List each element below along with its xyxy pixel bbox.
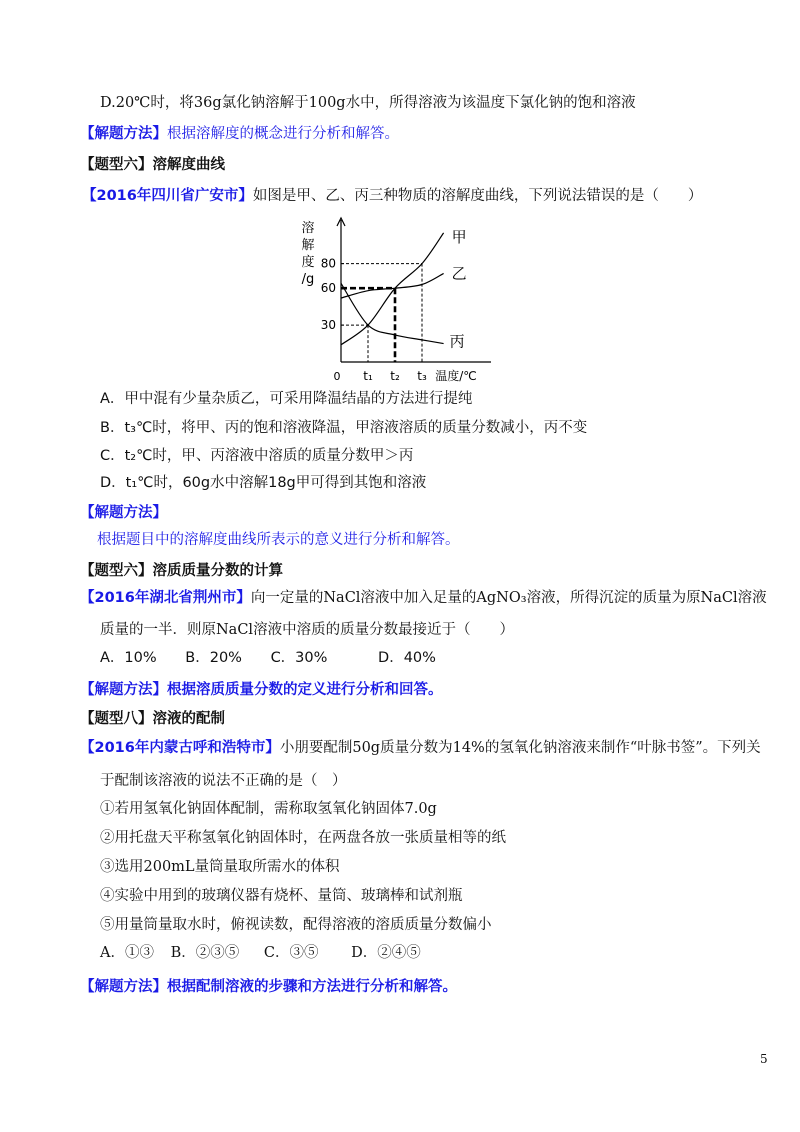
q3-option-c: C．③⑤ xyxy=(263,945,319,961)
q3-source: 【2016年内蒙古呼和浩特市】 xyxy=(80,740,280,756)
x-axis-label: 温度/℃ xyxy=(435,369,477,382)
q3-option-a: A．①③ xyxy=(100,945,154,961)
q3-item-1: ①若用氢氧化钠固体配制，需称取氢氧化钠固体7.0g xyxy=(100,801,437,817)
y-tick-label: 30 xyxy=(320,318,336,333)
q1-option-d: D．t₁℃时，60g水中溶解18g甲可得到其饱和溶液 xyxy=(100,475,427,491)
q1-option-c: C．t₂℃时，甲、丙溶液中溶质的质量分数甲＞丙 xyxy=(100,448,414,464)
x-tick-label: t₁ xyxy=(363,369,373,382)
section-type6a: 【题型六】溶解度曲线 xyxy=(80,156,225,173)
method-2-tag: 【解题方法】 xyxy=(80,504,167,521)
page-number: 5 xyxy=(760,1052,768,1066)
method-3: 【解题方法】根据溶质质量分数的定义进行分析和回答。 xyxy=(80,681,443,698)
option-d-prev: D.20℃时，将36g氯化钠溶解于100g水中，所得溶液为该温度下氯化钠的饱和溶液 xyxy=(100,95,636,111)
y-axis-label-char: /g xyxy=(301,272,315,287)
method-tag: 【解题方法】 xyxy=(80,125,167,142)
chart-curves xyxy=(341,233,444,345)
q3-item-2: ②用托盘天平称氢氧化钠固体时，在两盘各放一张质量相等的纸 xyxy=(100,830,506,846)
q2-option-c: C．30% xyxy=(270,650,328,666)
q2-options xyxy=(100,648,436,668)
q2-option-b: B．20% xyxy=(185,650,242,666)
x-tick-label: t₂ xyxy=(390,369,400,382)
series-label: 乙 xyxy=(451,264,467,283)
series-label: 丙 xyxy=(449,332,465,351)
x-tick-label: t₃ xyxy=(417,369,427,382)
solubility-chart xyxy=(296,212,496,382)
q1-option-a: A．甲中混有少量杂质乙，可采用降温结晶的方法进行提纯 xyxy=(100,391,473,407)
section-type8: 【题型八】溶液的配制 xyxy=(80,710,225,727)
chart-guides xyxy=(341,264,422,362)
y-axis-label-char: 溶 xyxy=(301,221,315,236)
q3-options xyxy=(100,943,421,963)
origin-label: 0 xyxy=(333,370,341,382)
q2-option-d: D．40% xyxy=(378,650,436,666)
q2-stem-text: 向一定量的NaCl溶液中加入足量的AgNO₃溶液，所得沉淀的质量为原NaCl溶液 xyxy=(250,590,767,606)
q3-stem-text: 小朋要配制50g质量分数为14%的氢氧化钠溶液来制作“叶脉书签”。下列关 xyxy=(279,740,761,756)
q3-option-d: D．②④⑤ xyxy=(351,945,421,961)
q1-stem xyxy=(82,186,702,206)
q2-source: 【2016年湖北省荆州市】 xyxy=(80,590,251,606)
q2-stem-line2: 质量的一半．则原NaCl溶液中溶质的质量分数最接近于（ ） xyxy=(100,622,515,638)
y-tick-label: 60 xyxy=(320,281,336,296)
chart-labels xyxy=(301,220,476,382)
q2-stem-line1 xyxy=(80,588,767,608)
method-text: 根据溶解度的概念进行分析和解答。 xyxy=(167,126,399,142)
q3-item-4: ④实验中用到的玻璃仪器有烧杯、量筒、玻璃棒和试剂瓶 xyxy=(100,888,463,904)
q3-stem-line2: 于配制该溶液的说法不正确的是（ ） xyxy=(100,773,347,789)
series-label: 甲 xyxy=(451,227,467,246)
q3-item-5: ⑤用量筒量取水时，俯视读数，配得溶液的溶质质量分数偏小 xyxy=(100,917,492,933)
y-tick-label: 80 xyxy=(320,256,336,271)
y-axis-label-char: 解 xyxy=(301,238,315,253)
q1-source: 【2016年四川省广安市】 xyxy=(82,188,253,204)
method-4: 【解题方法】根据配制溶液的步骤和方法进行分析和解答。 xyxy=(80,978,457,995)
q3-stem-line1 xyxy=(80,738,761,758)
chart-axes xyxy=(337,218,491,362)
method-1 xyxy=(80,124,399,144)
curve-1 xyxy=(341,273,444,298)
q3-option-b: B．②③⑤ xyxy=(170,945,240,961)
q2-option-a: A．10% xyxy=(100,650,157,666)
q1-option-b: B．t₃℃时，将甲、丙的饱和溶液降温，甲溶液溶质的质量分数减小，丙不变 xyxy=(100,420,588,436)
q1-stem-text: 如图是甲、乙、丙三种物质的溶解度曲线，下列说法错误的是（ ） xyxy=(252,188,703,204)
method-2-text: 根据题目中的溶解度曲线所表示的意义进行分析和解答。 xyxy=(97,532,460,548)
y-axis-label-char: 度 xyxy=(301,255,315,270)
section-type6b: 【题型六】溶质质量分数的计算 xyxy=(80,562,283,579)
q3-item-3: ③选用200mL量筒量取所需水的体积 xyxy=(100,859,340,875)
